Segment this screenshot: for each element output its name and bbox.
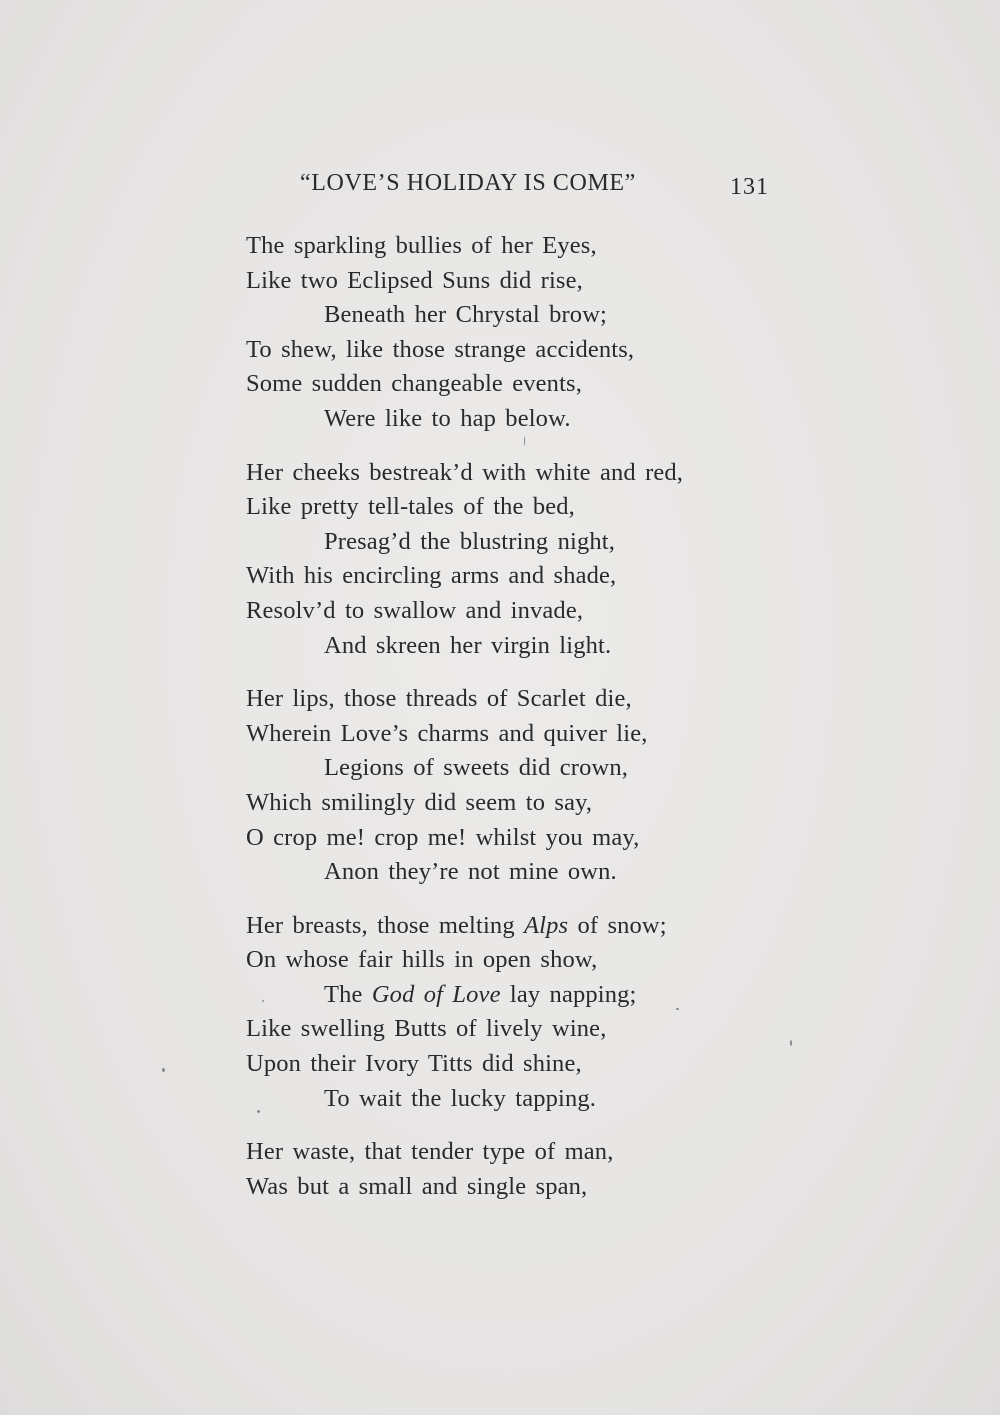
poem-line: Anon they’re not mine own. (324, 858, 617, 886)
stanza (246, 229, 766, 437)
poem-line: Wherein Love’s charms and quiver lie, (246, 719, 648, 747)
paper-speck (676, 1008, 679, 1010)
poem-line: Her cheeks bestreak’d with white and red, (246, 458, 684, 486)
poem-line: Which smilingly did seem to say, (246, 788, 593, 816)
poem-line: And skreen her virgin light. (324, 631, 612, 659)
poem-line: Her lips, those threads of Scarlet die, (246, 685, 632, 713)
poem-line: Resolv’d to swallow and invade, (246, 596, 584, 624)
poem-line: O crop me! crop me! whilst you may, (246, 823, 640, 851)
poem-line: Her waste, that tender type of man, (246, 1138, 614, 1166)
poem-line: Beneath her Chrystal brow; (324, 301, 608, 329)
poem-line: Like pretty tell-tales of the bed, (246, 493, 575, 521)
poem-line: To wait the lucky tapping. (324, 1084, 597, 1112)
page-number: 131 (730, 174, 769, 200)
poem-line: Some sudden changeable events, (246, 370, 582, 398)
paper-speck (524, 436, 525, 446)
stanza (246, 456, 766, 664)
poem-line (246, 978, 766, 1013)
poem-line: Like swelling Butts of lively wine, (246, 1015, 607, 1043)
italic-phrase: Alps (524, 911, 569, 939)
line-segment: The (324, 980, 372, 1008)
stanza (246, 682, 766, 890)
poem-line: Upon their Ivory Titts did shine, (246, 1050, 582, 1078)
poem-line: With his encircling arms and shade, (246, 562, 617, 590)
poem-line: On whose fair hills in open show, (246, 946, 598, 974)
italic-phrase: God of Love (371, 980, 501, 1008)
paper-speck (262, 1000, 264, 1002)
line-segment: of snow; (568, 911, 667, 939)
stanza (246, 1135, 766, 1204)
poem-body (246, 229, 766, 1223)
page-header (0, 170, 1000, 210)
poem-line: Like two Eclipsed Suns did rise, (246, 266, 583, 294)
paper-speck (257, 1110, 260, 1113)
poem-line (246, 909, 766, 944)
poem-line: Legions of sweets did crown, (324, 754, 629, 782)
poem-line: Was but a small and single span, (246, 1172, 588, 1200)
running-title: “LOVE’S HOLIDAY IS COME” (300, 170, 636, 196)
line-segment: Her breasts, those melting (246, 911, 525, 939)
poem-line: To shew, like those strange accidents, (246, 335, 635, 363)
line-segment: lay napping; (500, 980, 637, 1008)
paper-speck (162, 1068, 165, 1072)
paper-speck (790, 1040, 792, 1046)
stanza (246, 909, 766, 1117)
poem-line: Were like to hap below. (324, 404, 571, 432)
poem-line: Presag’d the blustring night, (324, 527, 615, 555)
poem-line: The sparkling bullies of her Eyes, (246, 232, 597, 259)
